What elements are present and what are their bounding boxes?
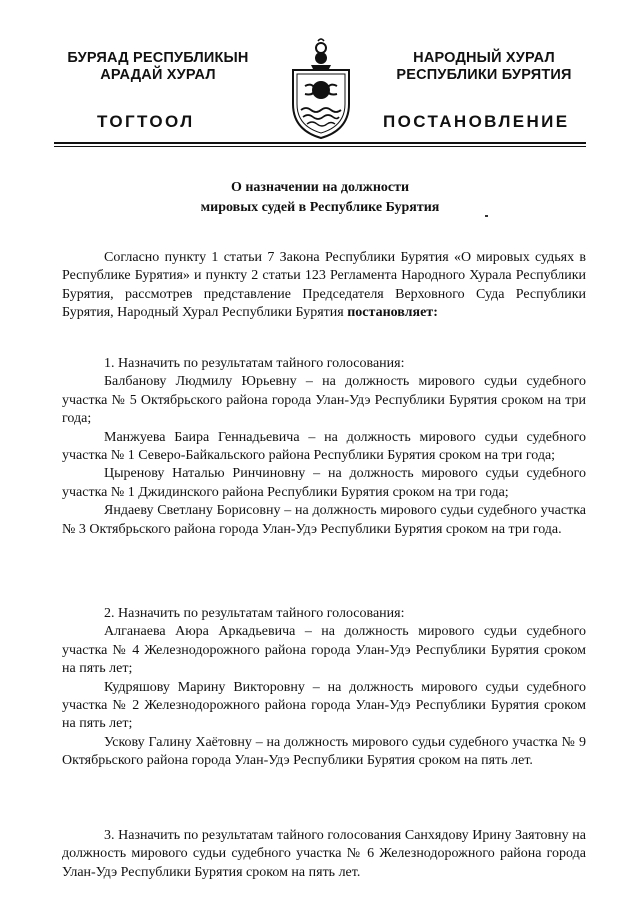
section-1-item: Манжуева Баира Геннадьевича – на должность мирового судьи судебного участка № 1 Северо-Байкальского района Республики Бурятия сроком на три года; xyxy=(62,429,586,464)
section-2-item: Ускову Галину Хаётовну – на должность мирового судьи судебного участка № 9 Октябрьского района города Улан-Удэ Республики Бурятия сроком на пять лет. xyxy=(62,734,586,769)
title-line1: О назначении на должности xyxy=(230,180,410,195)
section-1-item: Яндаеву Светлану Борисовну – на должность мирового судьи судебного участка № 3 Октябрьского района города Улан-Удэ Республики Бурятия сроком на три года. xyxy=(62,503,586,537)
preamble-resolves: постановляет xyxy=(347,305,434,321)
section-1-item: Цыренову Наталью Ринчиновну – на должность мирового судьи судебного участка № 1 Джидинского района Республики Бурятия сроком на три года; xyxy=(62,466,586,500)
preamble-block xyxy=(62,249,586,323)
doctype-buryat: ТОГТООЛ xyxy=(97,112,195,131)
preamble-paragraph xyxy=(62,249,586,323)
section-2-heading: 2. Назначить по результатам тайного голосования: xyxy=(104,606,405,621)
title-line2: мировых судей в Республике Бурятия xyxy=(200,200,440,215)
preamble-colon: : xyxy=(433,305,438,321)
scan-speck xyxy=(485,215,488,217)
coat-of-arms-buryatia-icon xyxy=(285,38,357,140)
header-divider-thick xyxy=(54,142,586,144)
header-left-buryat xyxy=(52,50,264,84)
header-left-line1: БУРЯАД РЕСПУБЛИКЫН xyxy=(67,50,249,66)
section-3 xyxy=(62,827,586,882)
section-2-item: Алганаева Аюра Аркадьевича – на должность мирового судьи судебного участка № 4 Железнодорожного района города Улан-Удэ Республики Бурятия сроком на пять лет; xyxy=(62,624,586,677)
section-1-heading: 1. Назначить по результатам тайного голосования: xyxy=(104,356,405,371)
preamble-text: Согласно пункту 1 статьи 7 Закона Республики Бурятия «О мировых судьях в Республике Бурятия» и пункту 2 статьи 123 Регламента Народного Хурала Республики Бурятия, рассмотрев представление Председателя Верховного Суда Республики Бурятия, Народный Хурал Республики Бурятия xyxy=(62,250,586,321)
header-right-russian xyxy=(382,50,586,84)
document-title xyxy=(100,178,540,218)
header-right-line1: НАРОДНЫЙ ХУРАЛ xyxy=(413,50,555,66)
section-1 xyxy=(62,355,586,539)
section-2 xyxy=(62,605,586,771)
doctype-russian: ПОСТАНОВЛЕНИЕ xyxy=(383,112,570,131)
header-divider-thin xyxy=(54,146,586,147)
section-1-item: Балбанову Людмилу Юрьевну – на должность мирового судьи судебного участка № 5 Октябрьского района города Улан-Удэ Республики Бурятия сроком на три года; xyxy=(62,374,586,427)
header-left-line2: АРАДАЙ ХУРАЛ xyxy=(100,67,216,83)
section-3-paragraph: 3. Назначить по результатам тайного голосования Санхядову Ирину Заятовну на должность мирового судьи судебного участка № 6 Железнодорожного района города Улан-Удэ Республики Бурятия сроком на пять лет. xyxy=(62,828,586,880)
section-2-item: Кудряшову Марину Викторовну – на должность мирового судьи судебного участка № 2 Железнодорожного района города Улан-Удэ Республики Бурятия сроком на пять лет; xyxy=(62,679,586,732)
header-right-line2: РЕСПУБЛИКИ БУРЯТИЯ xyxy=(396,67,572,83)
